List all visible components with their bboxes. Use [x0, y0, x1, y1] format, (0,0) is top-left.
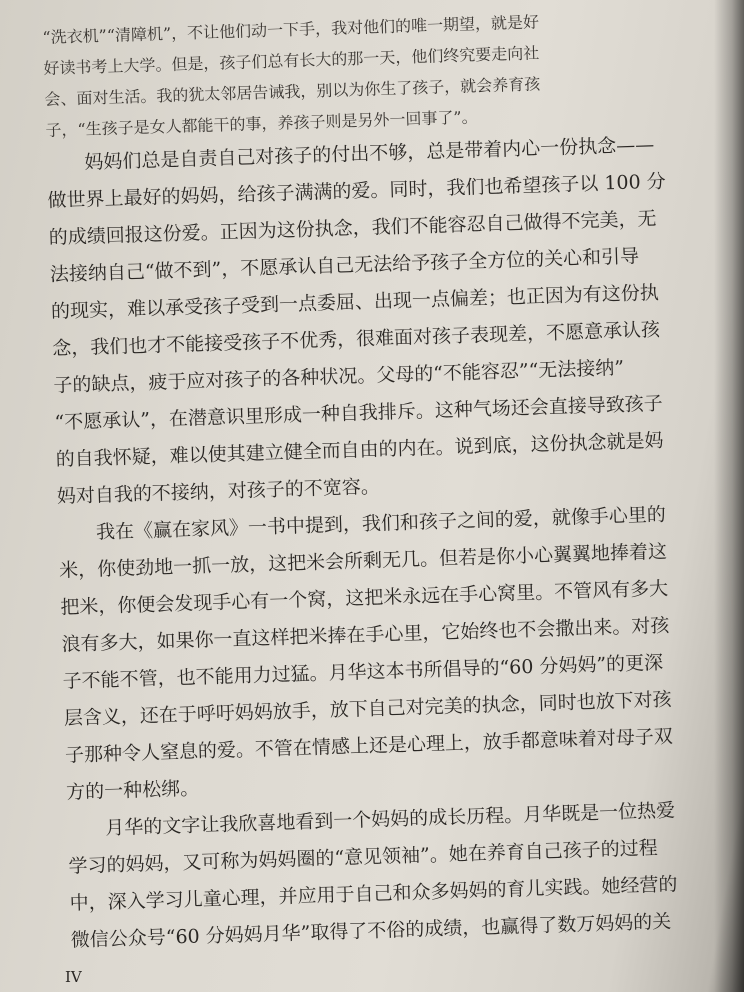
- text-line: 的现实，难以承受孩子受到一点委屈、出现一点偏差；也正因为有这份执: [50, 281, 660, 323]
- text-line: “洗衣机”“清障机”，不让他们动一下手，我对他们的唯一期望，就是好: [42, 12, 540, 47]
- text-line: 子，“生孩子是女人都能干的事，养孩子则是另外一回事了”。: [45, 107, 478, 140]
- page-text: [42, 2, 716, 960]
- text-line: 我在《赢在家风》一书中提到，我们和孩子之间的爱，就像手心里的: [95, 503, 667, 544]
- page-number: IV: [65, 968, 82, 986]
- text-line: 中，深入学习儿童心理，并应用于自己和众多妈妈的育儿实践。她经营的: [69, 873, 678, 915]
- text-line: 浪有多大，如果你一直这样把米捧在手心里，它始终也不会撒出来。对孩: [61, 614, 670, 656]
- text-line: 的自我怀疑，难以使其建立健全而自由的内在。说到底，这份执念就是妈: [55, 429, 664, 471]
- text-line: 会、面对生活。我的犹太邻居告诫我，别以为你生了孩子，就会养育孩: [44, 74, 541, 109]
- text-line: 念，我们也才不能接受孩子不优秀，很难面对孩子表现差，不愿意承认孩: [51, 318, 661, 360]
- text-line: 层含义，还在于呼吁妈妈放手，放下自己对完美的执念，同时也放下对孩: [63, 688, 672, 730]
- binding-shadow: [714, 0, 744, 992]
- text-line: 把米，你便会发现手心有一个窝，这把米永远在手心窝里。不管风有多大: [60, 577, 669, 619]
- text-line: 米，你使劲地一抓一放，这把米会所剩无几。但若是你小心翼翼地捧着这: [58, 540, 668, 582]
- text-line: 方的一种松绑。: [65, 777, 200, 804]
- text-line: 学习的妈妈，又可称为妈妈圈的“意见领袖”。她在养育自己孩子的过程: [68, 837, 659, 878]
- text-line: 子那种令人窒息的爱。不管在情感上还是心理上，放手都意味着对母子双: [64, 725, 674, 767]
- text-line: 子的缺点，疲于应对孩子的各种状况。父母的“不能容忍”“无法接纳”: [53, 356, 625, 397]
- text-line: 妈妈们总是自责自己对孩子的付出不够，总是带着内心一份执念——: [84, 133, 655, 174]
- text-line: 好读书考上大学。但是，孩子们总有长大的那一天，他们终究要走向社: [43, 43, 540, 78]
- text-line: 月华的文字让我欣喜地看到一个妈妈的成长历程。月华既是一位热爱: [105, 799, 676, 840]
- text-line: 妈对自我的不接纳，对孩子的不宽容。: [56, 475, 381, 508]
- text-line: “不愿承认”，在潜意识里形成一种自我排斥。这种气场还会直接导致孩子: [54, 392, 664, 434]
- text-line: 子不能不管，也不能用力过猛。月华这本书所倡导的“60 分妈妈”的更深: [62, 651, 664, 693]
- text-line: 法接纳自己“做不到”，不愿承认自己无法给予孩子全方位的关心和引导: [49, 245, 640, 286]
- text-line: 的成绩回报这份爱。正因为这份执念，我们不能容忍自己做得不完美，无: [48, 207, 657, 249]
- text-line: 做世界上最好的妈妈，给孩子满满的爱。同时，我们也希望孩子以 100 分: [47, 170, 667, 212]
- text-line: 微信公众号“60 分妈妈月华”取得了不俗的成绩，也赢得了数万妈妈的关: [70, 910, 672, 952]
